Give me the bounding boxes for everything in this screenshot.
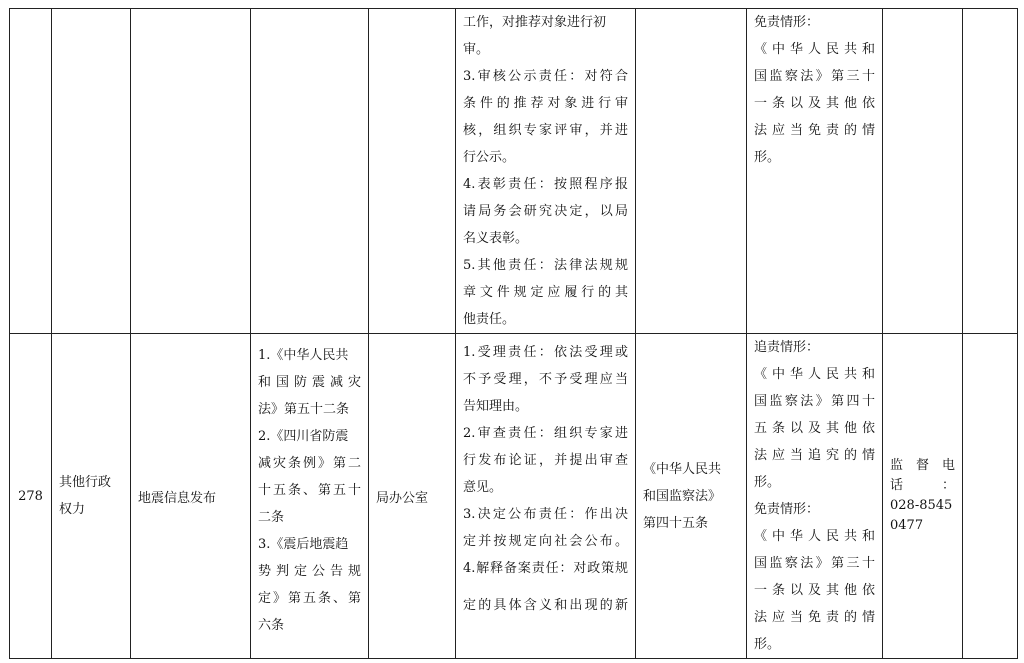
duty-line: 不予受理，不予受理应当 [463, 372, 628, 387]
cell-accountability [747, 334, 883, 659]
basis-line: 二条 [258, 510, 285, 525]
duty-line: 4.解释备案责任：对政策规 [463, 561, 628, 576]
cell-exemption-prev [747, 9, 883, 334]
acc-line: 《中华人民共和 [754, 529, 875, 544]
basis-line: 2.《四川省防震 [258, 429, 349, 444]
exemption-line: 一条以及其他依 [754, 96, 875, 111]
item-name: 地震信息发布 [138, 490, 217, 506]
acc-line: 《中华人民共和 [754, 367, 875, 382]
duty-line: 2.审查责任：组织专家进 [463, 426, 628, 441]
duty-line: 章文件规定应履行的其 [463, 285, 628, 300]
duty-line: 定的具体含义和出现的新 [463, 598, 628, 613]
basis-line: 十五条、第五十 [258, 483, 361, 498]
acc-line: 免责情形： [754, 502, 820, 517]
exemption-line: 法应当免责的情 [754, 123, 875, 138]
supervision-line: 监 督 电 [890, 458, 955, 473]
basis-line: 势判定公告规 [258, 564, 361, 579]
cell-supervision [883, 334, 963, 659]
exemption-line: 国监察法》第三十 [754, 69, 875, 84]
duty-line: 工作，对推荐对象进行初 [463, 15, 607, 30]
cell-department-prev [369, 9, 456, 334]
table-row-278 [10, 334, 1018, 659]
basis-line: 减灾条例》第二 [258, 456, 361, 471]
duty-line: 行发布论证，并提出审查 [463, 453, 628, 468]
duty-line: 核，组织专家评审，并进 [463, 123, 628, 138]
acc-line: 一条以及其他依 [754, 583, 875, 598]
table-row-previous [10, 9, 1018, 334]
category-line: 权力 [59, 502, 86, 517]
duty-line: 名义表彰。 [463, 231, 529, 246]
cell-duties-prev [456, 9, 636, 334]
cell-duties [456, 334, 636, 659]
supervision-line: 0477 [890, 518, 924, 533]
acc-line: 国监察法》第三十 [754, 556, 875, 571]
acc-basis-line: 《中华人民共 [643, 461, 722, 477]
acc-line: 法应当免责的情 [754, 610, 875, 625]
duty-line: 告知理由。 [463, 399, 529, 414]
cell-remarks-prev [963, 9, 1018, 334]
cell-remarks [963, 334, 1018, 659]
cell-item [131, 334, 251, 659]
exemption-line: 形。 [754, 150, 781, 165]
cell-number [10, 334, 52, 659]
cell-acc-basis-prev [636, 9, 747, 334]
duty-line: 请局务会研究决定，以局 [463, 204, 628, 219]
basis-line: 法》第五十二条 [258, 402, 350, 417]
category-line: 其他行政 [59, 475, 112, 490]
department: 局办公室 [376, 490, 429, 506]
duty-line: 他责任。 [463, 312, 516, 327]
duty-line: 意见。 [463, 480, 503, 495]
supervision-line: 028-8545 [890, 498, 953, 513]
cell-acc-basis [636, 334, 747, 659]
duty-line: 定并按规定向社会公布。 [463, 534, 628, 549]
duty-line: 行公示。 [463, 150, 516, 165]
row-number: 278 [18, 488, 43, 504]
duty-line: 条件的推荐对象进行审 [463, 96, 628, 111]
basis-line: 1.《中华人民共 [258, 348, 349, 363]
cell-item-prev [131, 9, 251, 334]
cell-basis-prev [251, 9, 369, 334]
acc-line: 追责情形： [754, 340, 820, 355]
duty-line: 审。 [463, 42, 490, 57]
acc-basis-line: 第四十五条 [643, 515, 709, 531]
acc-line: 法应当追究的情 [754, 448, 875, 463]
acc-basis-line: 和国监察法》 [643, 488, 722, 504]
power-list-table [9, 8, 1018, 659]
duty-line: 5.其他责任：法律法规规 [463, 258, 628, 273]
duty-line: 3.审核公示责任：对符合 [463, 69, 628, 84]
cell-number-prev [10, 9, 52, 334]
duty-line: 1.受理责任：依法受理或 [463, 345, 628, 360]
basis-line: 六条 [258, 618, 285, 633]
cell-department [369, 334, 456, 659]
acc-line: 五条以及其他依 [754, 421, 875, 436]
exemption-line: 免责情形： [754, 15, 820, 30]
acc-line: 形。 [754, 475, 781, 490]
duty-line: 4.表彰责任：按照程序报 [463, 177, 628, 192]
duty-line: 3.决定公布责任：作出决 [463, 507, 628, 522]
cell-basis [251, 334, 369, 659]
line-gap [463, 582, 628, 592]
supervision-line: 话 ： [890, 478, 955, 493]
acc-line: 国监察法》第四十 [754, 394, 875, 409]
cell-supervision-prev [883, 9, 963, 334]
basis-line: 和国防震减灾 [258, 375, 361, 390]
basis-line: 定》第五条、第 [258, 591, 361, 606]
cell-category [52, 334, 131, 659]
cell-category-prev [52, 9, 131, 334]
acc-line: 形。 [754, 637, 781, 652]
basis-line: 3.《震后地震趋 [258, 537, 349, 552]
exemption-line: 《中华人民共和 [754, 42, 875, 57]
